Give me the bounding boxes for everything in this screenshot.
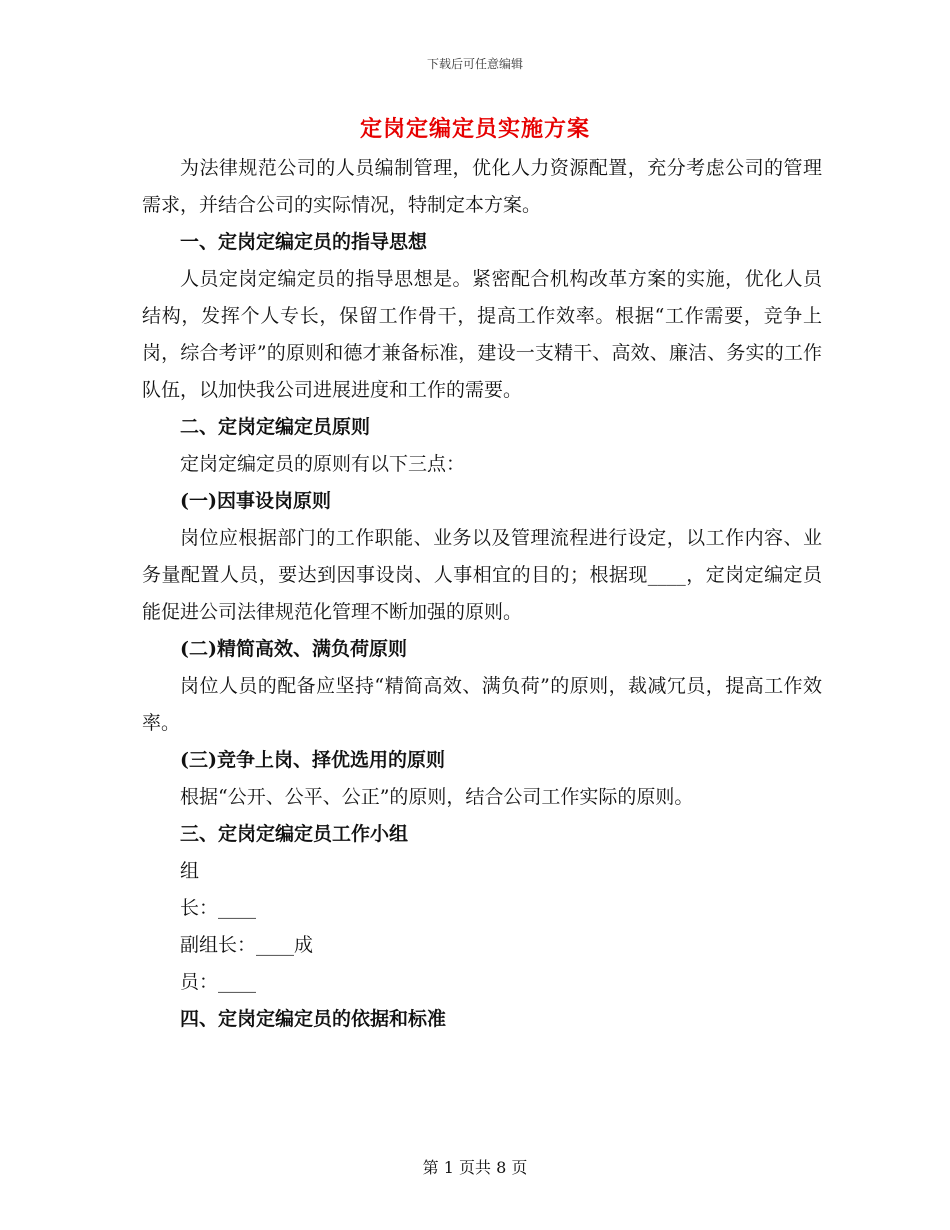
principle3-heading: (三)竞争上岗、择优选用的原则	[180, 749, 445, 771]
principle2-heading: (二)精简高效、满负荷原则	[180, 638, 407, 660]
section3-heading: 三、定岗定编定员工作小组	[180, 823, 409, 845]
principle3-paragraph: 根据“公开、公平、公正”的原则，结合公司工作实际的原则。	[180, 786, 694, 808]
team-line: 副组长：____成	[180, 934, 314, 956]
principle2-paragraph: 岗位人员的配备应坚持“精简高效、满负荷”的原则，裁减冗员，提高工作效率。	[142, 675, 822, 734]
document-title: 定岗定编定员实施方案	[359, 116, 590, 142]
section1-heading: 一、定岗定编定员的指导思想	[180, 231, 428, 253]
page-footer: 第 1 页共 8 页	[422, 1158, 528, 1177]
section2-intro: 定岗定编定员的原则有以下三点：	[180, 453, 466, 475]
team-line: 组	[180, 860, 200, 882]
header-note: 下载后可任意编辑	[426, 57, 523, 71]
principle1-paragraph: 岗位应根据部门的工作职能、业务以及管理流程进行设定，以工作内容、业务量配置人员，要达到因事设岗、人事相宜的目的；根据现____，定岗定编定员能促进公司法律规范化管理不断加强的原则。	[142, 527, 822, 623]
section4-heading: 四、定岗定编定员的依据和标准	[180, 1008, 447, 1030]
section1-paragraph: 人员定岗定编定员的指导思想是。紧密配合机构改革方案的实施，优化人员结构，发挥个人专长，保留工作骨干，提高工作效率。根据“工作需要，竞争上岗，综合考评”的原则和德才兼备标准，建设一支精干、高效、廉洁、务实的工作队伍，以加快我公司进展进度和工作的需要。	[142, 268, 822, 401]
principle1-heading: (一)因事设岗原则	[180, 490, 331, 512]
team-line: 员：____	[180, 971, 257, 993]
intro-paragraph: 为法律规范公司的人员编制管理，优化人力资源配置，充分考虑公司的管理需求，并结合公司的实际情况，特制定本方案。	[142, 157, 822, 216]
team-line: 长：____	[180, 897, 257, 919]
document-body	[142, 150, 822, 1038]
section2-heading: 二、定岗定编定员原则	[180, 416, 371, 438]
